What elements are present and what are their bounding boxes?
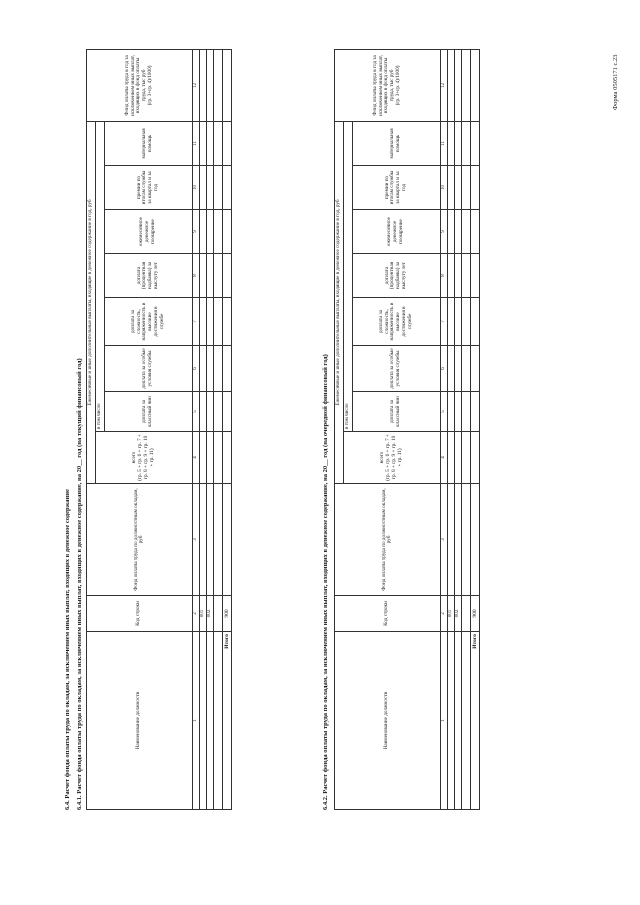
total-label: всего (131, 451, 138, 464)
col-number: 7 (192, 298, 199, 346)
header-special-conditions: доплата за особые условия службы (352, 346, 440, 392)
col-number: 3 (440, 484, 447, 596)
table-row (447, 49, 454, 809)
col-number: 10 (440, 166, 447, 210)
col-number: 2 (440, 596, 447, 632)
col-number: 5 (440, 392, 447, 432)
table-row (213, 49, 222, 809)
col-number: 4 (192, 432, 199, 484)
header-monthly-group: Ежемесячные и иные дополнительные выплаты, входящие в денежное содержание в год, руб (87, 121, 96, 483)
total-label: Итого (470, 632, 479, 810)
col-number: 4 (440, 432, 447, 484)
header-fund-salary: Фонд оплаты труда по должностным окладам, руб (335, 484, 441, 596)
total-code: 900 (470, 596, 479, 632)
col-number: 3 (192, 484, 199, 596)
header-fund-salary: Фонд оплаты труда по должностным окладам, руб (87, 484, 193, 596)
total-label: всего (379, 451, 386, 464)
total-formula: (гр. 5 + гр. 6 + гр. 7 + гр. 8 + гр. 9 + гр. 10 + гр. 11) (136, 434, 155, 481)
fund-total-formula: (гр. 3+гр. 4)/1000) (395, 65, 402, 106)
header-in-that: в том числе (95, 121, 104, 431)
row-code: 002 (206, 596, 213, 632)
table2 (334, 49, 480, 810)
form-number: Форма 0505171 с.23 (612, 54, 619, 110)
header-seniority: доплата (процентная надбавка) за выслугу лет (352, 254, 440, 298)
fund-total-label: Фонд оплаты труда в год за исключением иных выплат, входящих в фонд оплаты труда, тыс руб (123, 55, 148, 116)
col-number: 12 (192, 49, 199, 121)
header-seniority: доплата (процентная надбавка) за выслугу лет (104, 254, 192, 298)
table1 (86, 49, 232, 810)
col-number: 8 (192, 254, 199, 298)
header-material-aid: материальная помощь (104, 121, 192, 165)
col-number: 6 (192, 346, 199, 392)
header-total (343, 432, 440, 484)
header-class-rank: доплата за классный чин (352, 392, 440, 432)
header-position: Наименование должности (87, 632, 193, 810)
header-special-conditions: доплата за особые условия службы (104, 346, 192, 392)
header-bonuses: премии по итогам службы за квартал и за год (104, 166, 192, 210)
header-monthly-group: Ежемесячные и иные дополнительные выплаты, входящие в денежное содержание в год, руб (335, 121, 344, 483)
header-incentive: ежемесячное денежное поощрение (352, 210, 440, 254)
header-line-code: Код строки (335, 596, 441, 632)
header-line-code: Код строки (87, 596, 193, 632)
header-bonuses: премии по итогам службы за квартал и за год (352, 166, 440, 210)
header-fund-total (335, 49, 441, 121)
header-position: Наименование должности (335, 632, 441, 810)
total-code: 900 (222, 596, 231, 632)
col-number: 11 (192, 121, 199, 165)
total-formula: (гр. 5 + гр. 6 + гр. 7 + гр. 8 + гр. 9 + гр. 10 + гр. 11) (384, 434, 403, 481)
total-label: Итого (222, 632, 231, 810)
table1-title: 6.4.1. Расчет фонда оплаты труда по окладам, за исключением иных выплат, входящих в денежное содержание, на 20__ год (на текущий финансовый год) (76, 358, 83, 810)
col-number: 1 (440, 632, 447, 810)
total-row (222, 49, 231, 809)
col-number: 12 (440, 49, 447, 121)
col-number: 1 (192, 632, 199, 810)
col-number: 10 (192, 166, 199, 210)
col-number: 6 (440, 346, 447, 392)
col-number: 9 (440, 210, 447, 254)
table-row (461, 49, 470, 809)
table-row (206, 49, 213, 809)
col-number: 2 (192, 596, 199, 632)
header-class-rank: доплата за классный чин (104, 392, 192, 432)
section-title: 6.4. Расчет фонда оплаты труда по окладам, за исключением иных выплат, входящих в денежное содержание (64, 489, 71, 810)
header-in-that: в том числе (343, 121, 352, 431)
col-number: 9 (192, 210, 199, 254)
fund-total-formula: (гр. 3+гр. 4)/1000) (147, 65, 154, 106)
total-row (470, 49, 479, 809)
header-fund-total (87, 49, 193, 121)
col-number: 5 (192, 392, 199, 432)
header-material-aid: материальная помощь (352, 121, 440, 165)
table-row (199, 49, 206, 809)
table-row (454, 49, 461, 809)
col-number: 7 (440, 298, 447, 346)
col-number: 11 (440, 121, 447, 165)
row-code: 001 (199, 596, 206, 632)
header-total (95, 432, 192, 484)
fund-total-label: Фонд оплаты труда в год за исключением иных выплат, входящих в фонд оплаты труда, тыс руб (371, 55, 396, 116)
header-incentive: ежемесячное денежное поощрение (104, 210, 192, 254)
table2-title: 6.4.2. Расчет фонда оплаты труда по окладам, за исключением иных выплат, входящих в денежное содержание, на 20__ год (на очередной финансовый год) (322, 354, 329, 810)
col-number: 8 (440, 254, 447, 298)
header-complexity: доплата за сложность, напряженность и высокие достижения в службе (352, 298, 440, 346)
header-complexity: доплата за сложность, напряженность и высокие достижения в службе (104, 298, 192, 346)
row-code: 001 (447, 596, 454, 632)
row-code: 002 (454, 596, 461, 632)
